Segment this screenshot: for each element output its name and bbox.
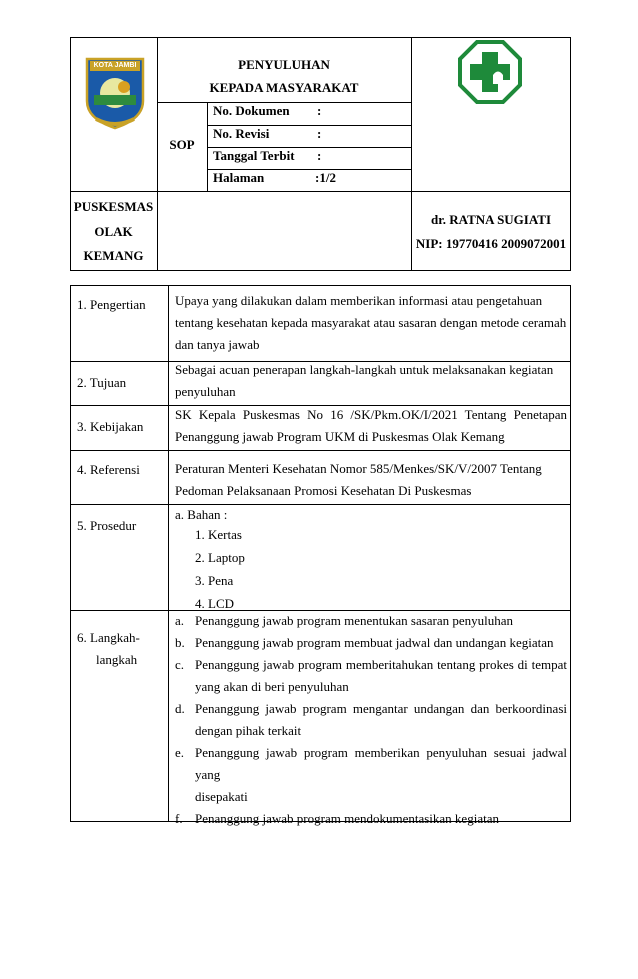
kebijakan-text — [175, 404, 567, 448]
text-line: SK Kepala Puskesmas No 16 /SK/Pkm.OK/I/2021 Tentang Penetapan — [175, 407, 567, 422]
list-marker: b. — [175, 635, 185, 650]
langkah-steps — [175, 610, 567, 830]
row-label-kebijakan: 3. Kebijakan — [77, 419, 144, 434]
puskesmas-cross-icon — [458, 40, 522, 104]
list-marker: d. — [175, 701, 185, 716]
list-marker: c. — [175, 657, 185, 672]
text-line: Penanggung jawab program membuat jadwal dan undangan kegiatan — [195, 635, 554, 650]
text-line: yang akan di beri penyuluhan — [195, 679, 349, 694]
text-line: tentang kesehatan kepada masyarakat atau sasaran dengan metode ceramah — [175, 315, 567, 330]
list-marker: e. — [175, 745, 185, 760]
institution-line: PUSKESMAS — [73, 199, 154, 214]
kota-jambi-logo — [84, 55, 146, 130]
sop-label: SOP — [169, 137, 195, 152]
list-item — [175, 742, 567, 808]
list-item — [175, 698, 567, 742]
doc-field-label: Halaman — [213, 170, 265, 185]
text-line: Peraturan Menteri Kesehatan Nomor 585/Menkes/SK/V/2007 Tentang — [175, 461, 542, 476]
row-label-line: langkah — [96, 652, 138, 667]
text-line: penyuluhan — [175, 384, 236, 399]
list-item — [175, 632, 567, 654]
text-line: Pedoman Pelaksanaan Promosi Kesehatan Di Puskesmas — [175, 483, 472, 498]
logo-banner-text: KOTA JAMBI — [93, 62, 137, 69]
signatory-name: dr. RATNA SUGIATI — [430, 212, 552, 227]
pengertian-text — [175, 290, 567, 356]
row-label-pengertian: 1. Pengertian — [77, 297, 146, 312]
doc-field-value: : — [317, 103, 322, 118]
page-title-line2: KEPADA MASYARAKAT — [209, 80, 359, 95]
row-label-referensi: 4. Referensi — [77, 462, 140, 477]
list-item: 4. LCD — [195, 596, 234, 611]
doc-field-label: Tanggal Terbit — [213, 148, 295, 163]
list-marker: a. — [175, 613, 185, 628]
text-line: Penanggung jawab program menentukan sasaran penyuluhan — [195, 613, 514, 628]
list-item: 3. Pena — [195, 573, 234, 588]
signatory-nip: NIP: 19770416 2009072001 — [415, 236, 567, 251]
row-label-line: 6. Langkah- — [77, 630, 140, 645]
list-item — [175, 654, 567, 698]
list-item — [175, 808, 567, 830]
row-label-langkah — [77, 627, 140, 671]
prosedur-heading: a. Bahan : — [175, 507, 228, 522]
list-item: 2. Laptop — [195, 550, 245, 565]
text-line: Upaya yang dilakukan dalam memberikan informasi atau pengetahuan — [175, 293, 543, 308]
text-line: dan tanya jawab — [175, 337, 260, 352]
text-line: Penanggung jawab program memberitahukan tentang prokes di tempat — [195, 657, 567, 672]
referensi-text — [175, 458, 567, 502]
list-marker: f. — [175, 811, 183, 826]
list-item — [175, 610, 567, 632]
institution-line: OLAK — [94, 224, 133, 239]
text-line: Penanggung jawab program mengantar undangan dan berkoordinasi — [195, 701, 567, 716]
text-line: disepakati — [195, 789, 248, 804]
text-line: dengan pihak terkait — [195, 723, 302, 738]
text-line: Penanggung jawab program mendokumentasikan kegiatan — [195, 811, 499, 826]
row-label-tujuan: 2. Tujuan — [77, 375, 127, 390]
institution-line: KEMANG — [83, 248, 144, 263]
tujuan-text — [175, 359, 567, 403]
doc-field-value: : — [317, 148, 322, 163]
doc-field-label: No. Dokumen — [213, 103, 290, 118]
doc-field-value: :1/2 — [315, 170, 336, 185]
row-label-prosedur: 5. Prosedur — [77, 518, 137, 533]
prosedur-items — [195, 523, 245, 615]
list-item: 1. Kertas — [195, 527, 242, 542]
doc-field-label: No. Revisi — [213, 126, 270, 141]
text-line: Penanggung jawab program memberikan penyuluhan sesuai jadwal yang — [195, 745, 567, 782]
doc-field-value: : — [317, 126, 322, 141]
text-line: Penanggung jawab Program UKM di Puskesmas Olak Kemang — [175, 429, 505, 444]
text-line: Sebagai acuan penerapan langkah-langkah untuk melaksanakan kegiatan — [175, 362, 554, 377]
page-title-line1: PENYULUHAN — [238, 57, 330, 72]
